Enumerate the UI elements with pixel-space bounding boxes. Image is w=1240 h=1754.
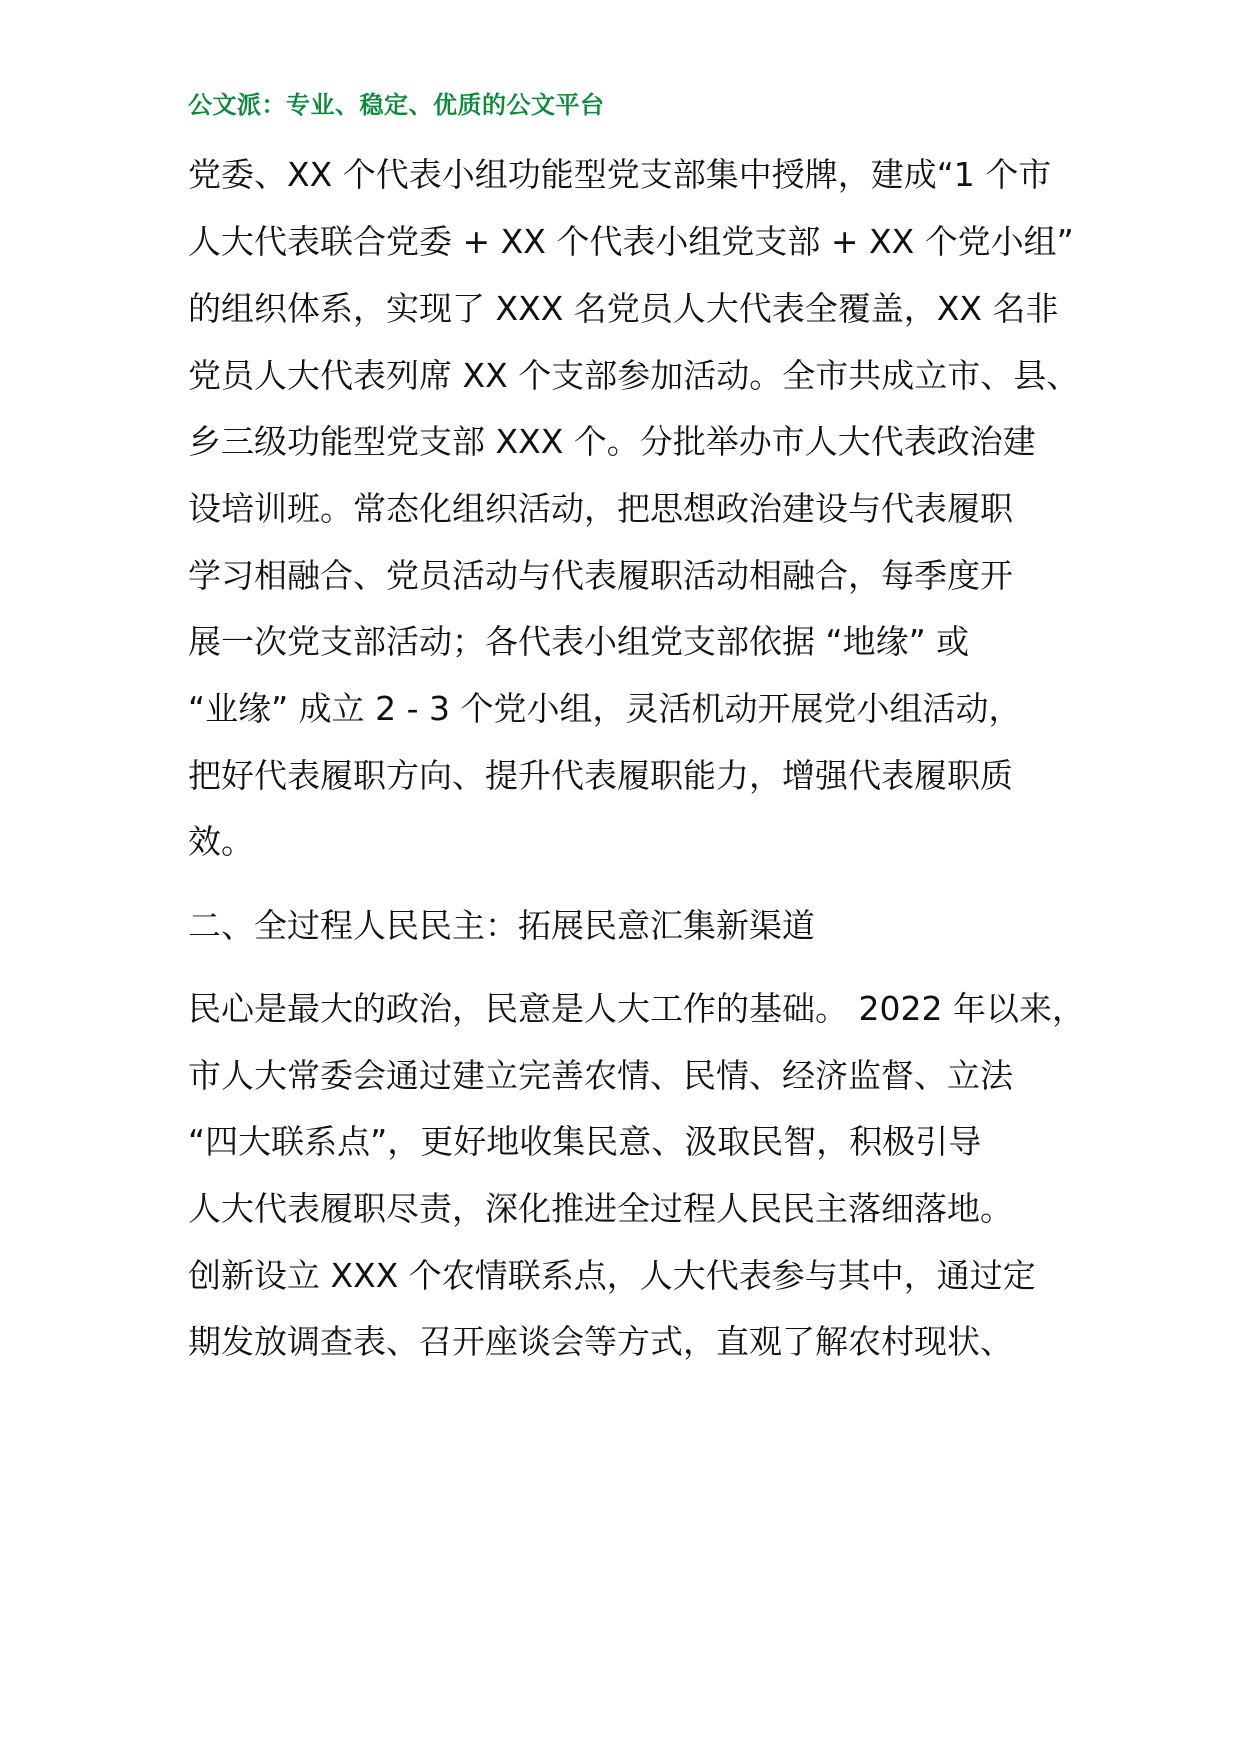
body-line-1: 党委、XX 个代表小组功能型党支部集中授牌，建成“1 个市 <box>188 155 1052 194</box>
body-line-13: 市人大常委会通过建立完善农情、民情、经济监督、立法 <box>188 1056 1013 1095</box>
body-line-12: 民心是最大的政治，民意是人大工作的基础。 2022 年以来， <box>188 989 1085 1028</box>
body-line-9: “业缘” 成立 2 - 3 个党小组，灵活机动开展党小组活动， <box>188 689 1022 728</box>
body-line-14: “四大联系点”，更好地收集民意、汲取民智，积极引导 <box>188 1122 982 1161</box>
body-line-5: 乡三级功能型党支部 XXX 个。分批举办市人大代表政治建 <box>188 422 1036 461</box>
body-line-10: 把好代表履职方向、提升代表履职能力，增强代表履职质 <box>188 756 1013 795</box>
body-line-15: 人大代表履职尽责，深化推进全过程人民民主落细落地。 <box>188 1189 1013 1228</box>
body-line-6: 设培训班。常态化组织活动，把思想政治建设与代表履职 <box>188 489 1013 528</box>
body-line-8: 展一次党支部活动；各代表小组党支部依据 “地缘” 或 <box>188 622 970 661</box>
watermark-header: 公文派：专业、稳定、优质的公文平台 <box>188 91 605 119</box>
body-line-11: 效。 <box>188 822 254 861</box>
body-line-17: 期发放调查表、召开座谈会等方式，直观了解农村现状、 <box>188 1322 1013 1361</box>
body-line-2: 人大代表联合党委 + XX 个代表小组党支部 + XX 个党小组” <box>188 222 1074 261</box>
body-line-3: 的组织体系，实现了 XXX 名党员人大代表全覆盖，XX 名非 <box>188 289 1059 328</box>
body-line-4: 党员人大代表列席 XX 个支部参加活动。全市共成立市、县、 <box>188 356 1080 395</box>
section-heading: 二、全过程人民民主：拓展民意汇集新渠道 <box>188 906 815 945</box>
body-line-16: 创新设立 XXX 个农情联系点，人大代表参与其中，通过定 <box>188 1256 1036 1295</box>
body-line-7: 学习相融合、党员活动与代表履职活动相融合，每季度开 <box>188 556 1013 595</box>
